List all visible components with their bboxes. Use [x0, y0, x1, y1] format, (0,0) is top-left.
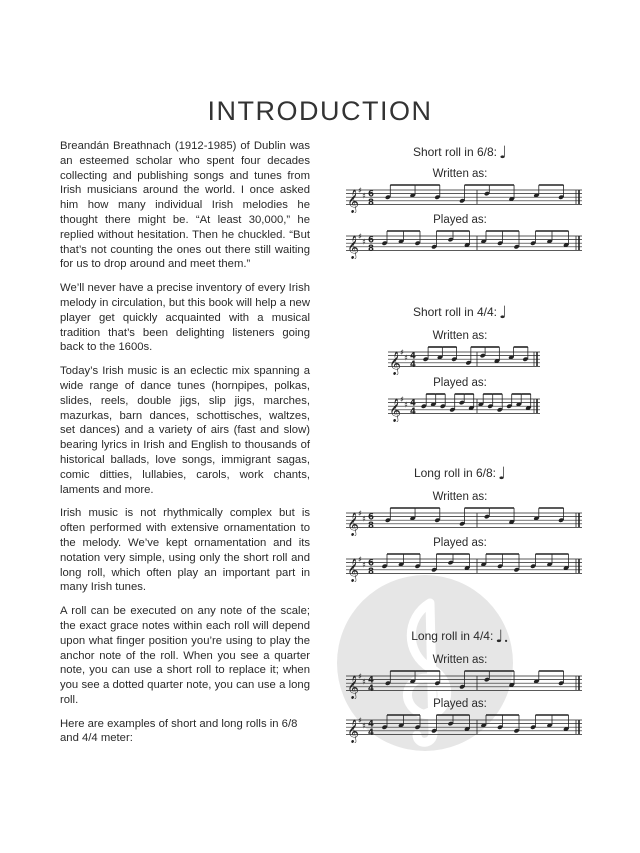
played-label: Played as:: [433, 698, 487, 710]
sharp-icon: ♯: [358, 232, 362, 241]
written-label: Written as:: [432, 330, 488, 342]
music-staff: [346, 229, 582, 259]
written-label: Written as:: [432, 654, 488, 666]
time-signature-top: 6: [368, 558, 374, 569]
time-signature-bottom: 4: [368, 683, 374, 694]
treble-clef-icon: 𝄞: [347, 234, 359, 259]
sharp-icon: ♯: [362, 514, 366, 524]
sharp-icon: ♯: [404, 400, 408, 410]
sharp-icon: ♯: [362, 560, 366, 570]
example-heading: Long roll in 4/4: ♩.: [411, 627, 509, 647]
music-staff: [346, 713, 582, 743]
time-signature-top: 4: [368, 675, 374, 686]
time-signature-bottom: 8: [368, 566, 374, 577]
sharp-icon: ♯: [358, 186, 362, 195]
treble-clef-icon: 𝄞: [347, 511, 359, 536]
time-signature-bottom: 8: [368, 520, 374, 531]
paragraph: Irish music is not rhythmically complex but is often performed with extensive ornamentation to the melody. We’ve kept ornamentation and its notation very simple, using only the short roll and long roll, which often play an important part in many Irish tunes.: [60, 507, 310, 594]
time-signature-bottom: 8: [368, 243, 374, 254]
quarter-note-icon: ♩: [499, 303, 508, 323]
music-staff: [346, 183, 582, 213]
paragraph: Breandán Breathnach (1912-1985) of Dublin was an esteemed scholar who spent four decades collecting and publishing songs and tunes from Irish musicians around the world. I once asked him how many individual Irish melodies he thought there might be. “At least 30,000,” he replied without hesitation. Then he chuckled. “But that’s not counting the ones out there still waiting for us to drop around and meet them.”: [60, 140, 310, 271]
sharp-icon: ♯: [404, 353, 408, 363]
paragraph: Here are examples of short and long rolls in 6/8 and 4/4 meter:: [60, 717, 298, 745]
quarter-note-icon: ♩: [498, 464, 507, 484]
music-staff: [346, 552, 582, 582]
sharp-icon: ♯: [362, 677, 366, 687]
time-signature-top: 4: [410, 351, 416, 362]
sharp-icon: ♯: [358, 509, 362, 518]
time-signature-top: 6: [368, 189, 374, 200]
treble-clef-icon: 𝄞: [347, 557, 359, 582]
music-staff: [388, 345, 540, 375]
time-signature-bottom: 4: [410, 359, 416, 370]
written-label: Written as:: [432, 491, 488, 503]
sharp-icon: ♯: [362, 721, 366, 731]
example-heading: Long roll in 6/8: ♩: [413, 464, 507, 484]
sharp-icon: ♯: [358, 672, 362, 681]
time-signature-top: 6: [368, 512, 374, 523]
example-heading: Short roll in 4/4: ♩: [412, 303, 508, 323]
treble-clef-icon: 𝄞: [389, 397, 401, 422]
time-signature-bottom: 4: [368, 727, 374, 738]
sharp-icon: ♯: [400, 348, 404, 357]
sharp-icon: ♯: [400, 395, 404, 404]
sharp-icon: ♯: [358, 716, 362, 725]
treble-clef-icon: 𝄞: [347, 188, 359, 213]
played-label: Played as:: [433, 377, 487, 389]
treble-clef-icon: 𝄞: [389, 350, 401, 375]
written-label: Written as:: [432, 168, 488, 180]
paragraph: A roll can be executed on any note of the scale; the exact grace notes within each roll will depend upon what finger position you’re using to play the anchor note of the roll. When you see a quarter note, you can use a short roll to replace it; when you see a dotted quarter note, you can use a long roll.: [60, 605, 310, 706]
dotted-quarter-note-icon: ♩.: [495, 627, 509, 647]
treble-clef-icon: 𝄞: [347, 718, 359, 743]
intro-text-column: [60, 139, 310, 755]
music-staff: [346, 506, 582, 536]
time-signature-top: 4: [368, 719, 374, 730]
paragraph: We’ll never have a precise inventory of every Irish melody in circulation, but this book will help a new player get quickly acquainted with a musical tradition that’s been delighting listeners going back to the 1600s.: [60, 282, 310, 354]
music-staff: [346, 669, 582, 699]
page-title: INTRODUCTION: [207, 96, 433, 126]
played-label: Played as:: [433, 214, 487, 226]
time-signature-bottom: 4: [410, 406, 416, 417]
time-signature-top: 6: [368, 235, 374, 246]
sharp-icon: ♯: [358, 555, 362, 564]
music-staff: [388, 392, 540, 422]
played-label: Played as:: [433, 537, 487, 549]
time-signature-bottom: 8: [368, 197, 374, 208]
sharp-icon: ♯: [362, 191, 366, 201]
treble-clef-icon: 𝄞: [347, 674, 359, 699]
quarter-note-icon: ♩: [499, 143, 508, 163]
sharp-icon: ♯: [362, 237, 366, 247]
time-signature-top: 4: [410, 398, 416, 409]
paragraph: Today’s Irish music is an eclectic mix spanning a wide range of dance tunes (hornpipes, polkas, slides, reels, double jigs, slip jigs, marches, mazurkas, barn dances, schottisches, waltzes, set dances) and a variety of airs (fast and slow) bearing lyrics in Irish and English to thousands of historical ballads, love songs, immigrant sagas, comic ditties, lullabies, carols, work chants, laments and more.: [60, 365, 310, 496]
example-heading: Short roll in 6/8: ♩: [412, 143, 508, 163]
